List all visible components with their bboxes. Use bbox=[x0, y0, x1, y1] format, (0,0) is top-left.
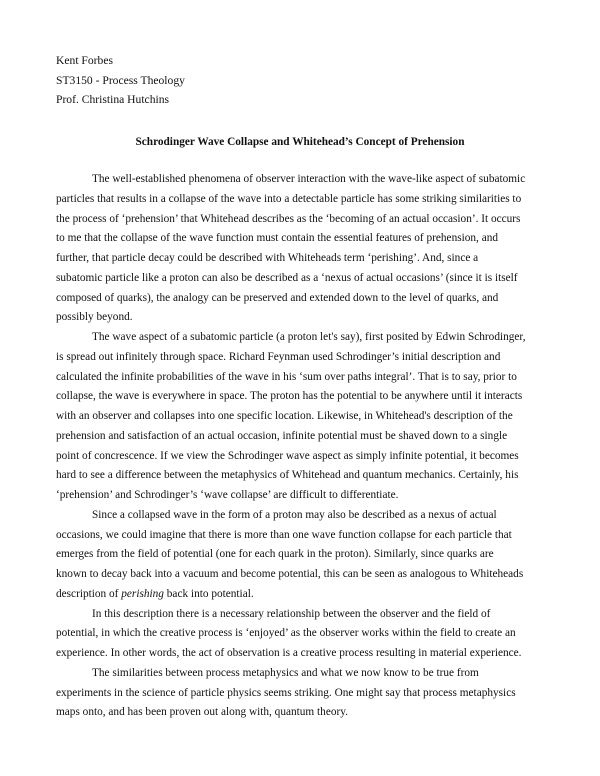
professor-name: Prof. Christina Hutchins bbox=[56, 93, 170, 107]
text-line: point of concrescence. If we view the Schrodinger wave aspect as simply infinite potential, it becomes bbox=[56, 449, 519, 462]
text-line: composed of quarks), the analogy can be preserved and extended down to the level of quarks, and bbox=[56, 291, 499, 304]
text-line: The wave aspect of a subatomic particle (a proton let's say), first posited by Edwin Schrodinger, bbox=[92, 331, 526, 343]
text-line: The similarities between process metaphysics and what we now know to be true from bbox=[92, 666, 479, 679]
text-line: prehension and satisfaction of an actual occasion, infinite potential must be shaved down to a single bbox=[56, 429, 508, 442]
italic-term: perishing bbox=[121, 587, 164, 600]
text-line: the process of ‘prehension’ that Whitehead describes as the ‘becoming of an actual occasion’. It occurs bbox=[56, 212, 521, 225]
text-line: with an observer and collapses into one specific location. Likewise, in Whitehead's description of the bbox=[56, 410, 513, 422]
text-line: collapse, the wave is everywhere in space. The proton has the potential to be anywhere until it interacts bbox=[56, 390, 523, 403]
text-line: calculated the infinite probabilities of the wave in his ‘sum over paths integral’. That is to say, prior to bbox=[56, 370, 517, 383]
text-line: subatomic particle like a proton can also be described as a ‘nexus of actual occasions’ (since it is itself bbox=[56, 271, 518, 284]
text-line: experience. In other words, the act of observation is a creative process resulting in material experience. bbox=[56, 647, 522, 659]
text-line: In this description there is a necessary relationship between the observer and the field of bbox=[92, 607, 491, 620]
text-line: hard to see a difference between the metaphysics of Whitehead and quantum mechanics. Certainly, his bbox=[56, 469, 519, 482]
text-line: The well-established phenomena of observer interaction with the wave-like aspect of subatomic bbox=[92, 173, 526, 185]
text-line: maps onto, and has been proven out along with, quantum theory. bbox=[56, 706, 348, 719]
text-line: to me that the collapse of the wave function must contain the essential features of prehension, and bbox=[56, 232, 499, 245]
text-line: Since a collapsed wave in the form of a proton may also be described as a nexus of actual bbox=[92, 508, 497, 521]
text-segment: description of bbox=[56, 587, 122, 600]
text-line: ‘prehension’ and Schrodinger’s ‘wave collapse’ are difficult to differentiate. bbox=[56, 489, 399, 501]
text-line: experiments in the science of particle physics seems striking. One might say that process metaphysics bbox=[56, 686, 516, 699]
text-line: further, that particle decay could be described with Whiteheads term ‘perishing’. And, since a bbox=[56, 252, 479, 264]
text-line: emerges from the field of potential (one for each quark in the proton). Similarly, since quarks are bbox=[56, 548, 494, 561]
document-body bbox=[56, 170, 546, 723]
text-line: is spread out infinitely through space. Richard Feynman used Schrodinger’s initial description and bbox=[56, 350, 501, 363]
course-name: ST3150 - Process Theology bbox=[56, 73, 185, 87]
text-line: occasions, we could imagine that there is more than one wave function collapse for each particle that bbox=[56, 528, 512, 541]
text-segment: back into potential. bbox=[163, 587, 254, 600]
document-header bbox=[56, 51, 185, 110]
text-line: known to decay back into a vacuum and become potential, this can be seen as analogous to Whiteheads bbox=[56, 568, 524, 580]
document-title: Schrodinger Wave Collapse and Whitehead’s Concept of Prehension bbox=[135, 136, 465, 148]
text-line: potential, in which the creative process is ‘enjoyed’ as the observer works within the field to create an bbox=[56, 627, 516, 640]
text-line: particles that results in a collapse of the wave into a detectable particle has some striking similarities to bbox=[56, 192, 522, 205]
text-line: possibly beyond. bbox=[56, 311, 133, 324]
author-name: Kent Forbes bbox=[56, 54, 113, 67]
text-line bbox=[56, 585, 546, 605]
